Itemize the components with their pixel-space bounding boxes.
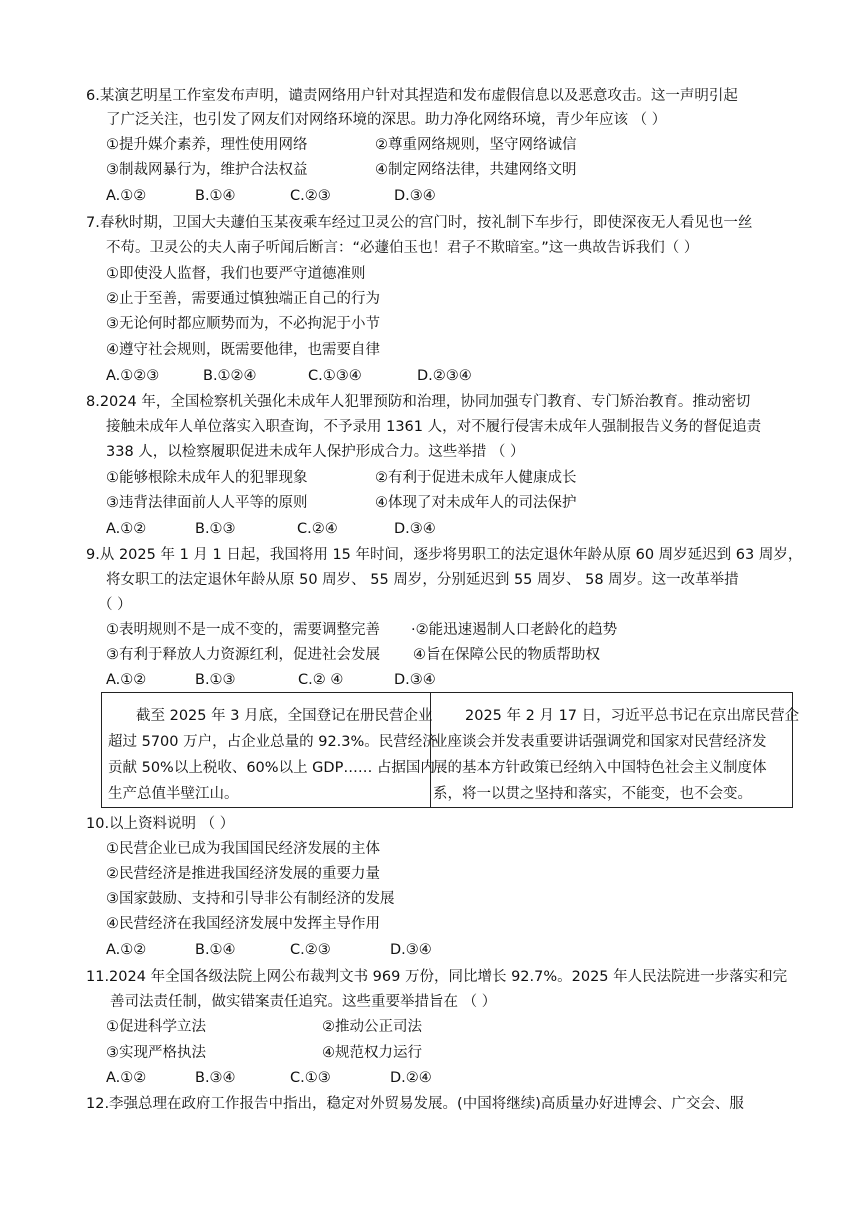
q9-statement-4: ④旨在保障公民的物质帮助权 [413,647,600,663]
q11-statement-3: ③实现严格执法 [106,1045,206,1061]
q8-stem-line3: 338 人，以检察履职促进未成年人保护形成合力。这些举措 （ ） [106,444,525,460]
q8-statement-3: ③违背法律面前人人平等的原则 [106,495,308,511]
q10-stem-line1: 10.以上资料说明 （ ） [86,816,235,832]
q9-option-d: D.③④ [394,672,436,688]
q8-stem-line1: 8.2024 年，全国检察机关强化未成年人犯罪预防和治理，协同加强专门教育、专门矫治教育。推动密切 [86,394,751,410]
q11-statement-4: ④规范权力运行 [322,1045,422,1061]
q8-option-b: B.①③ [195,521,236,537]
q6-option-b: B.①④ [195,188,236,204]
q6-stem-line2: 了广泛关注，也引发了网友们对网络环境的深思。助力净化网络环境，青少年应该 （ ） [106,112,667,128]
q11-option-a: A.①② [106,1070,147,1086]
q11-statement-1: ①促进科学立法 [106,1019,206,1035]
q6-option-a: A.①② [106,188,147,204]
q6-option-c: C.②③ [290,188,331,204]
q8-statement-4: ④体现了对未成年人的司法保护 [375,495,577,511]
q6-stem-line1: 6.某演艺明星工作室发布声明，谴责网络用户针对其捏造和发布虚假信息以及恶意攻击。这一声明引起 [86,88,738,104]
q10-statement-2: ②民营经济是推进我国经济发展的重要力量 [106,866,380,882]
q6-statement-2: ②尊重网络规则，坚守网络诚信 [375,137,577,153]
q8-statement-1: ①能够根除未成年人的犯罪现象 [106,470,308,486]
material-left-cell [108,703,437,807]
q6-statement-1: ①提升媒介素养，理性使用网络 [106,137,308,153]
q9-option-c: C.② ④ [298,672,344,688]
q11-option-b: B.③④ [195,1070,236,1086]
material-left-line: 截至 2025 年 3 月底，全国登记在册民营企业 [136,708,433,724]
q6-option-d: D.③④ [394,188,436,204]
q7-option-d: D.②③④ [417,368,472,384]
q7-option-a: A.①②③ [106,368,160,384]
q7-option-b: B.①②④ [203,368,257,384]
q8-option-a: A.①② [106,521,147,537]
material-right-cell [433,703,799,807]
q11-stem-line1: 11.2024 年全国各级法院上网公布裁判文书 969 万份，同比增长 92.7%。2025 年人民法院进一步落实和完 [86,969,788,985]
q11-option-d: D.②④ [390,1070,432,1086]
q8-stem-line2: 接触未成年人单位落实入职查询，不予录用 1361 人，对不履行侵害未成年人强制报告义务的督促追责 [106,419,762,435]
q7-stem-line1: 7.春秋时期，卫国大夫蘧伯玉某夜乘车经过卫灵公的宫门时，按礼制下车步行，即使深夜无人看见也一丝 [86,215,753,231]
material-right-line: 业座谈会并发表重要讲话强调党和国家对民营经济发 [433,734,767,750]
q10-statement-4: ④民营经济在我国经济发展中发挥主导作用 [106,916,380,932]
q12-stem-line1: 12.李强总理在政府工作报告中指出，稳定对外贸易发展。(中国将继续)高质量办好进博会、广交会、服 [86,1096,744,1112]
q9-stem-line1: 9.从 2025 年 1 月 1 日起，我国将用 15 年时间，逐步将男职工的法定退休年龄从原 60 周岁延迟到 63 周岁， [86,547,803,563]
q7-statement-1: ①即使没人监督，我们也要严守道德准则 [106,266,366,282]
q7-statement-4: ④遵守社会规则，既需要他律，也需要自律 [106,342,380,358]
q7-stem-line2: 不苟。卫灵公的夫人南子听闻后断言：“必蘧伯玉也！君子不欺暗室。”这一典故告诉我们（ ） [106,240,699,256]
q8-option-d: D.③④ [394,521,436,537]
q9-option-b: B.①③ [195,672,236,688]
q9-stem-line2: 将女职工的法定退休年龄从原 50 周岁、 55 周岁，分别延迟到 55 周岁、 58 周岁。这一改革举措 [106,572,739,588]
q10-statement-3: ③国家鼓励、支持和引导非公有制经济的发展 [106,891,395,907]
q8-option-c: C.②④ [297,521,338,537]
q7-option-c: C.①③④ [308,368,362,384]
q10-option-a: A.①② [106,942,147,958]
material-right-line: 2025 年 2 月 17 日，习近平总书记在京出席民营企 [465,708,800,724]
q11-statement-2: ②推动公正司法 [322,1019,422,1035]
material-left-line: 贡献 50%以上税收、60%以上 GDP…… 占据国内 [108,760,435,776]
q9-statement-3: ③有利于释放人力资源红利，促进社会发展 [106,647,380,663]
q6-statement-3: ③制裁网暴行为，维护合法权益 [106,162,308,178]
material-left-line: 超过 5700 万户，占企业总量的 92.3%。民营经济 [108,734,437,750]
q8-statement-2: ②有利于促进未成年人健康成长 [375,470,577,486]
q7-statement-3: ③无论何时都应顺势而为，不必拘泥于小节 [106,316,380,332]
q9-statement-2: ·②能迅速遏制人口老龄化的趋势 [411,622,618,638]
q10-option-c: C.②③ [290,942,331,958]
q10-statement-1: ①民营企业已成为我国国民经济发展的主体 [106,841,380,857]
material-right-line: 系，将一以贯之坚持和落实，不能变，也不会变。 [433,786,752,802]
material-left-line: 生产总值半壁江山。 [108,786,239,802]
q9-stem-line3: （ ） [98,597,132,613]
q6-statement-4: ④制定网络法律，共建网络文明 [375,162,577,178]
q11-stem-line2: 善司法责任制，做实错案责任追究。这些重要举措旨在 （ ） [110,994,497,1010]
q10-option-d: D.③④ [390,942,432,958]
q7-statement-2: ②止于至善，需要通过慎独端正自己的行为 [106,291,380,307]
material-right-line: 展的基本方针政策已经纳入中国特色社会主义制度体 [433,760,767,776]
q9-statement-1: ①表明规则不是一成不变的，需要调整完善 [106,622,380,638]
q11-option-c: C.①③ [290,1070,331,1086]
material-table [101,692,800,808]
q10-option-b: B.①④ [195,942,236,958]
q9-option-a: A.①② [106,672,147,688]
